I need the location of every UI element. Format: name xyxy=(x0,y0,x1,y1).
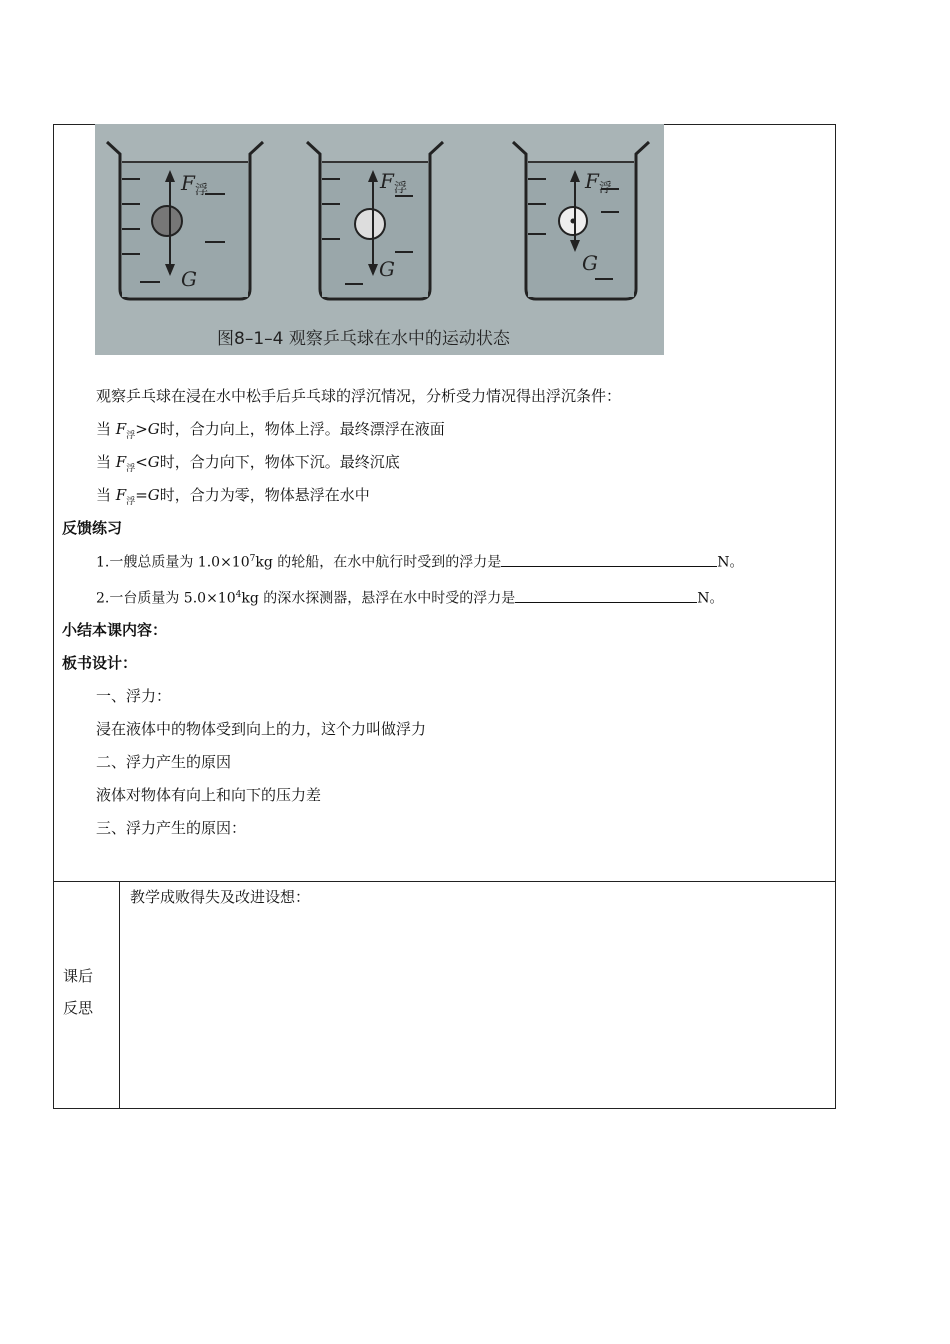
summary-heading: 小结本课内容： xyxy=(62,621,168,639)
reflection-label-2: 反思 xyxy=(63,999,94,1017)
condition-suspend: 当 $F_浮=G$时，合力为零，物体悬浮在水中 xyxy=(96,486,370,507)
board-line-5: 三、浮力产生的原因： xyxy=(96,819,247,837)
force-sub-label-3: 浮 xyxy=(599,181,613,196)
reflection-divider xyxy=(119,882,120,1108)
beaker-2 xyxy=(307,142,443,299)
gravity-label-3: G xyxy=(582,251,598,275)
board-line-2: 浸在液体中的物体受到向上的力，这个力叫做浮力 xyxy=(96,720,427,738)
condition-sink: 当 $F_浮<G$时，合力向下，物体下沉。最终沉底 xyxy=(96,453,400,474)
answer-blank-2[interactable] xyxy=(515,587,697,603)
intro-text: 观察乒乓球在浸在水中松手后乒乓球的浮沉情况，分析受力情况得出浮沉条件： xyxy=(96,387,622,405)
force-sub-label-2: 浮 xyxy=(394,181,408,196)
beaker-diagram xyxy=(95,124,664,355)
beaker-3 xyxy=(513,142,649,299)
gravity-label-2: G xyxy=(379,257,395,281)
board-line-4: 液体对物体有向上和向下的压力差 xyxy=(96,786,322,804)
board-heading: 板书设计： xyxy=(62,654,138,672)
board-line-3: 二、浮力产生的原因 xyxy=(96,753,232,771)
force-label-1: F xyxy=(181,171,195,195)
reflection-prompt: 教学成败得失及改进设想： xyxy=(130,888,311,906)
feedback-heading: 反馈练习 xyxy=(62,519,123,537)
force-label-2: F xyxy=(380,169,394,193)
condition-rise: 当 $F_浮>G$时，合力向上，物体上浮。最终漂浮在液面 xyxy=(96,420,445,441)
force-label-3: F xyxy=(585,169,599,193)
figure-caption: 图8–1–4 观察乒乓球在水中的运动状态 xyxy=(217,329,510,349)
answer-blank-1[interactable] xyxy=(501,551,717,567)
question-1: 1.一艘总质量为 $1.0\times 10^7kg$ 的轮船，在水中航行时受到的浮力是 N。 xyxy=(96,549,744,573)
reflection-label-1: 课后 xyxy=(63,967,94,985)
force-sub-label-1: 浮 xyxy=(195,183,209,198)
board-line-1: 一、浮力： xyxy=(96,687,172,705)
reflection-box xyxy=(53,882,836,1109)
question-2: 2.一台质量为 $5.0\times 10^4kg$ 的深水探测器，悬浮在水中时受的浮力是 N。 xyxy=(96,585,724,609)
beaker-figure xyxy=(95,124,664,355)
gravity-label-1: G xyxy=(181,267,197,291)
